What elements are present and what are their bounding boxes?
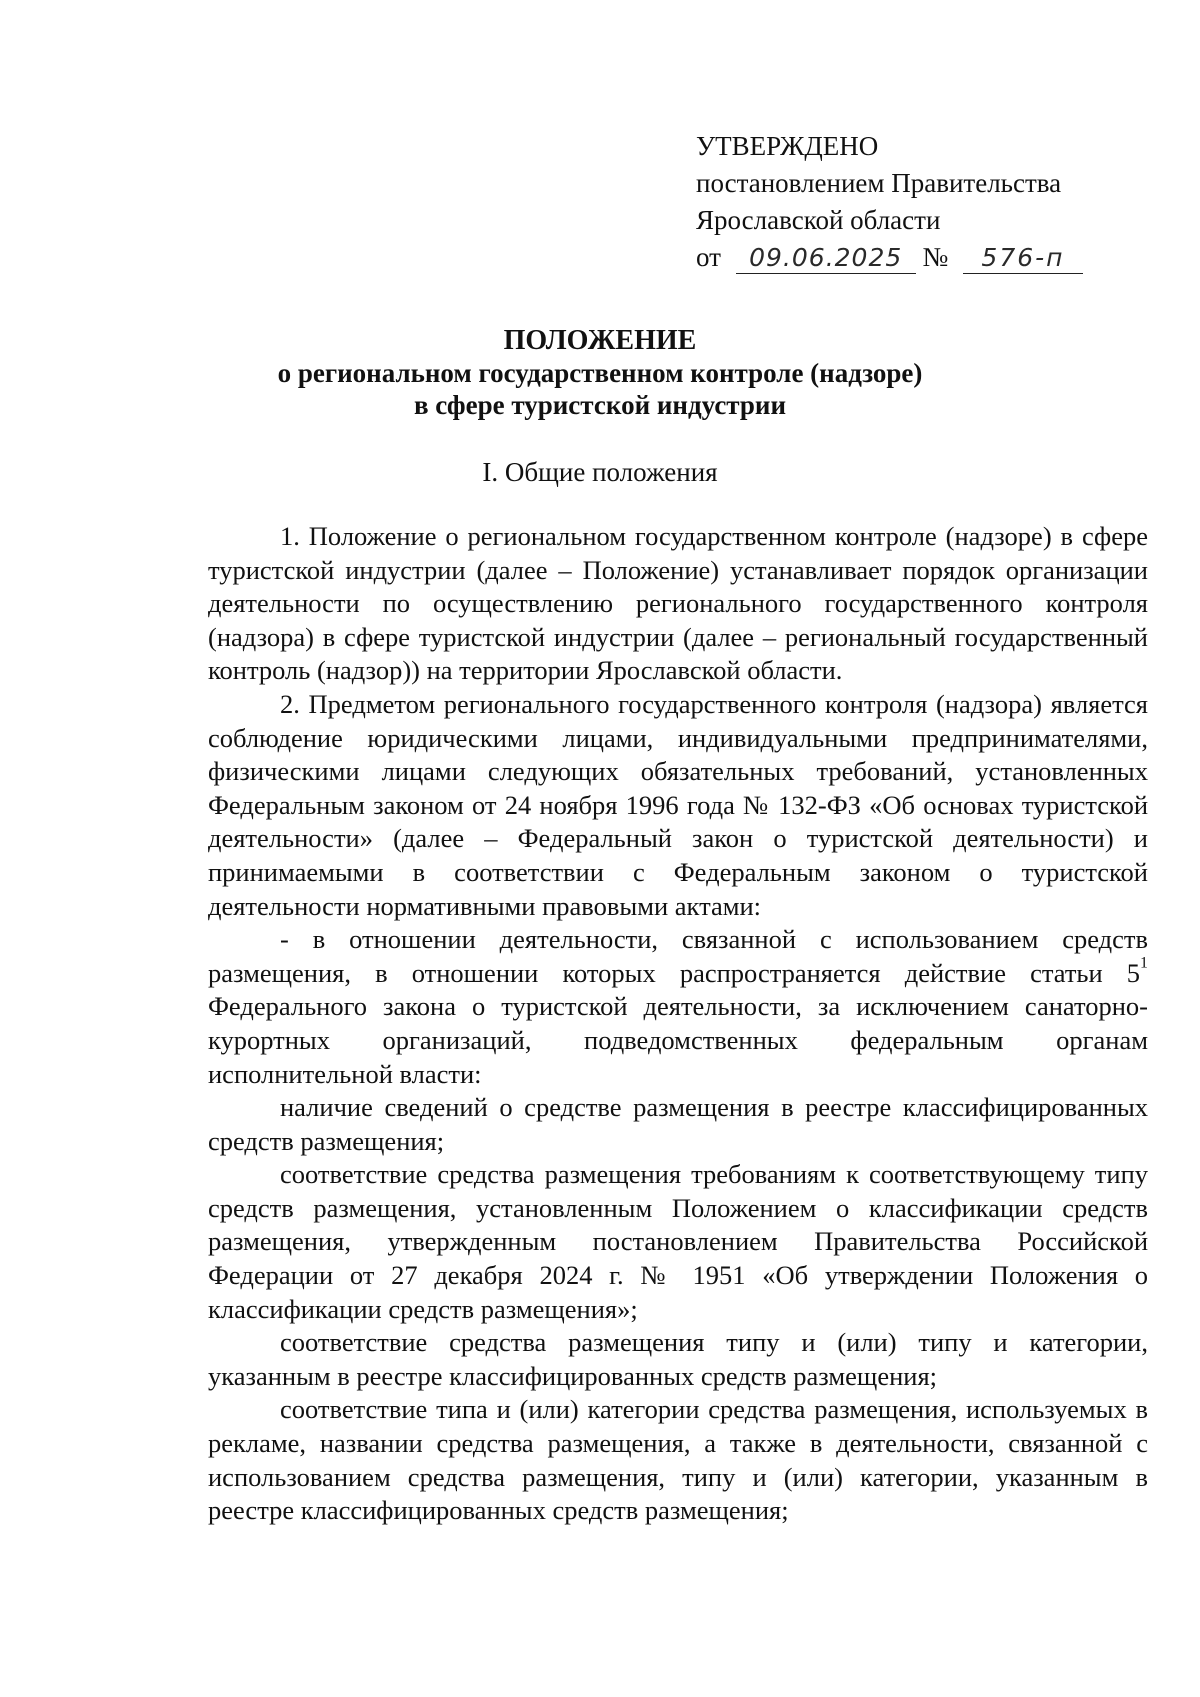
document-subtitle-line-1: о региональном государственном контроле (надзоре)	[277, 358, 923, 388]
paragraph-2: 2. Предметом регионального государственного контроля (надзора) является соблюдение юридическими лицами, индивидуальными предпринимателями, физическими лицами следующих обязательных требований, установленных Федеральным законом от 24 ноября 1996 года № 132-ФЗ «Об основах туристской деятельности» (далее – Федеральный закон о туристской деятельности) и принимаемыми в соответствии с Федеральным законом о туристской деятельности нормативными правовыми актами:	[208, 688, 1148, 921]
requirement-item: соответствие средства размещения типу и (или) типу и категории, указанным в реестре классифицированных средств размещения;	[208, 1327, 1148, 1391]
approval-stamp	[696, 128, 1156, 279]
requirement-item: соответствие средства размещения требованиям к соответствующему типу средств размещения, установленным Положением о классификации средств размещения, утвержденным постановлением Правительства Российской Федерации от 27 декабря 2024 г. № 1951 «Об утверждении Положения о классификации средств размещения»;	[208, 1159, 1148, 1324]
paragraph-1: 1. Положение о региональном государственном контроле (надзоре) в сфере туристской индустрии (далее – Положение) устанавливает порядок организации деятельности по осуществлению регионального государственного контроля (надзора) в сфере туристской индустрии (далее – региональный государственный контроль (надзор)) на территории Ярославской области.	[208, 521, 1148, 686]
document-title-block	[0, 325, 1200, 421]
article-superscript: 1	[1140, 954, 1148, 972]
approval-heading: УТВЕРЖДЕНО	[696, 131, 879, 161]
document-subtitle-line-2: в сфере туристской индустрии	[413, 390, 787, 420]
handwritten-date: 09.06.2025	[736, 243, 916, 274]
requirement-item: соответствие типа и (или) категории средства размещения, используемых в рекламе, названии средства размещения, а также в деятельности, связанной с использованием средства размещения, типу и (или) категории, указанным в реестре классифицированных средств размещения;	[208, 1394, 1148, 1526]
approval-region: Ярославской области	[696, 205, 941, 235]
document-title: ПОЛОЖЕНИЕ	[503, 325, 697, 356]
handwritten-number: 576-п	[963, 243, 1083, 274]
section-heading: I. Общие положения	[482, 457, 718, 487]
lodging-item	[208, 923, 1148, 1091]
lodging-item-text-start: - в отношении деятельности, связанной с использованием средств размещения, в отношении которых распространяется действие статьи 5	[208, 924, 1148, 988]
requirement-item: наличие сведений о средстве размещения в реестре классифицированных средств размещения;	[208, 1092, 1148, 1156]
lodging-item-text-end: Федерального закона о туристской деятельности, за исключением санаторно-курортных организаций, подведомственных федеральным органам исполнительной власти:	[208, 991, 1148, 1089]
number-prefix: №	[922, 242, 949, 272]
document-body	[208, 520, 1148, 1528]
approval-authority: постановлением Правительства	[696, 168, 1062, 198]
approval-date-number-row	[696, 239, 1156, 279]
date-prefix: от	[696, 242, 721, 272]
